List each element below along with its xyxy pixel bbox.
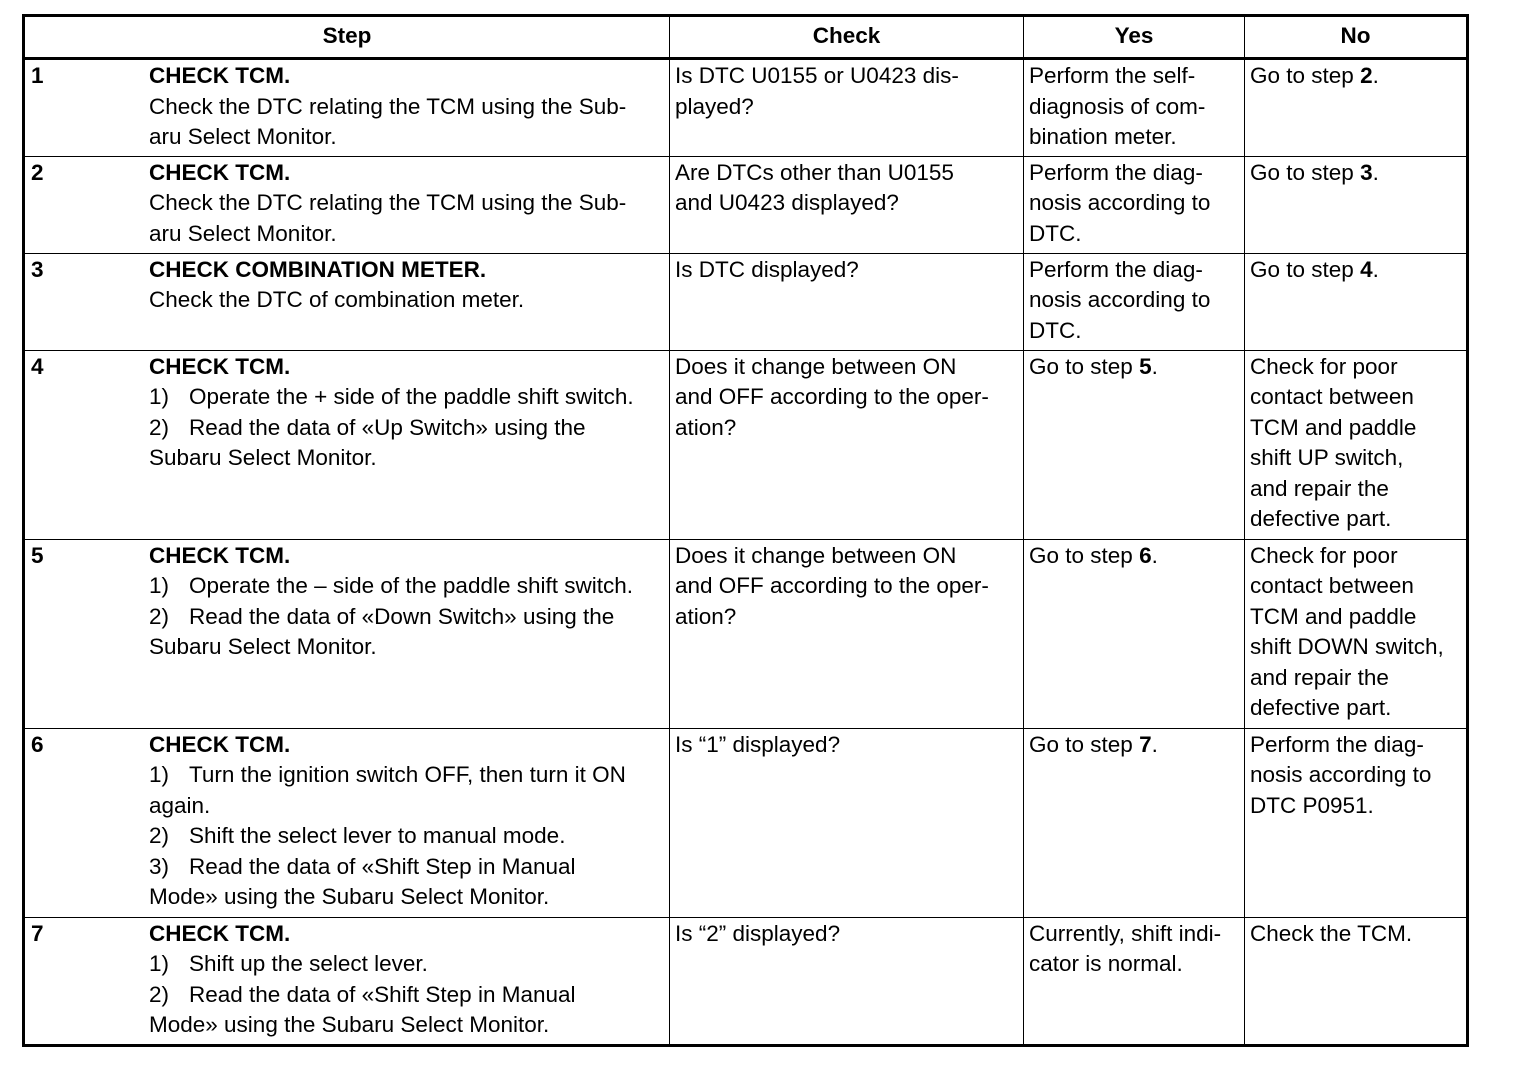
check-text-line: and OFF according to the oper-	[675, 384, 989, 409]
step-instruction-line	[149, 882, 665, 913]
table-row	[24, 539, 1468, 728]
instruction-number: 3)	[149, 853, 170, 879]
no-cell	[1245, 917, 1468, 1045]
step-title: CHECK TCM.	[149, 159, 291, 185]
instruction-text: Subaru Select Monitor.	[149, 634, 377, 659]
step-number: 1	[31, 63, 44, 88]
instruction-text: Subaru Select Monitor.	[149, 445, 377, 470]
check-text-line: Is “1” displayed?	[675, 731, 841, 757]
step-number: 3	[31, 256, 44, 282]
goto-text: Go to step	[1250, 256, 1361, 282]
instruction-number: 1)	[149, 384, 170, 409]
step-cell	[24, 156, 670, 253]
goto-step-number: 7	[1139, 731, 1152, 757]
instruction-text: Mode» using the Subaru Select Monitor.	[149, 1012, 550, 1037]
check-text-line: Does it change between ON	[675, 353, 957, 379]
step-number: 5	[31, 542, 44, 568]
no-cell-line: contact between	[1250, 384, 1414, 409]
no-cell-line: shift DOWN switch,	[1250, 634, 1444, 659]
table-row	[24, 728, 1468, 917]
yes-cell-line: Perform the diag-	[1029, 159, 1203, 185]
step-number: 2	[31, 159, 44, 185]
goto-step-number: 6	[1139, 542, 1152, 568]
step-cell	[24, 917, 670, 1045]
step-body	[149, 541, 665, 663]
instruction-number: 2)	[149, 414, 170, 440]
step-instruction-line	[149, 949, 665, 980]
step-title: CHECK TCM.	[149, 731, 291, 757]
instruction-text: again.	[149, 792, 211, 818]
no-cell-line: TCM and paddle	[1250, 414, 1417, 440]
table-row	[24, 253, 1468, 350]
check-text-line: Is DTC displayed?	[675, 256, 859, 282]
no-cell-line: Check for poor	[1250, 353, 1398, 379]
yes-cell-line: nosis according to	[1029, 287, 1211, 312]
check-text-line: ation?	[675, 603, 737, 629]
instruction-number: 2)	[149, 981, 170, 1007]
instruction-text: aru Select Monitor.	[149, 124, 337, 149]
goto-period: .	[1372, 159, 1379, 185]
header-yes: Yes	[1024, 16, 1245, 59]
step-cell	[24, 59, 670, 157]
step-title: CHECK TCM.	[149, 920, 291, 946]
table-row	[24, 917, 1468, 1045]
yes-cell-line: DTC.	[1029, 220, 1082, 246]
step-number: 7	[31, 920, 44, 946]
step-number: 6	[31, 731, 44, 757]
instruction-text: Operate the – side of the paddle shift switch.	[189, 573, 634, 598]
check-cell	[670, 253, 1024, 350]
step-title: CHECK TCM.	[149, 542, 291, 568]
no-cell-line: defective part.	[1250, 506, 1392, 531]
step-body	[149, 352, 665, 474]
goto-period: .	[1372, 63, 1379, 88]
goto-period: .	[1151, 542, 1158, 568]
no-cell	[1245, 253, 1468, 350]
step-instruction-line	[149, 92, 665, 123]
step-title: CHECK TCM.	[149, 63, 291, 88]
step-instruction-line	[149, 219, 665, 250]
check-cell	[670, 350, 1024, 539]
no-cell	[1245, 59, 1468, 157]
no-cell-line: and repair the	[1250, 475, 1389, 501]
step-cell	[24, 728, 670, 917]
instruction-text: aru Select Monitor.	[149, 220, 337, 246]
no-cell-line: nosis according to	[1250, 762, 1432, 787]
goto-text: Go to step	[1029, 542, 1140, 568]
step-body	[149, 255, 665, 316]
no-cell-line: contact between	[1250, 573, 1414, 598]
instruction-text: Turn the ignition switch OFF, then turn it ON	[189, 762, 626, 787]
step-number: 4	[31, 353, 44, 379]
step-title: CHECK COMBINATION METER.	[149, 256, 487, 282]
step-cell	[24, 350, 670, 539]
instruction-text: Shift the select lever to manual mode.	[189, 823, 566, 848]
step-instruction-line	[149, 821, 665, 852]
yes-cell	[1024, 156, 1245, 253]
table-row	[24, 350, 1468, 539]
goto-text: Go to step	[1029, 731, 1140, 757]
instruction-number: 2)	[149, 603, 170, 629]
header-step: Step	[24, 16, 670, 59]
check-text-line: played?	[675, 93, 754, 119]
check-text-line: Is “2” displayed?	[675, 920, 841, 946]
yes-cell-line: nosis according to	[1029, 190, 1211, 215]
diagnostic-table	[22, 14, 1469, 1047]
yes-cell	[1024, 59, 1245, 157]
instruction-text: Read the data of «Down Switch» using the	[189, 603, 615, 629]
goto-period: .	[1151, 731, 1158, 757]
check-cell	[670, 917, 1024, 1045]
step-instruction-line	[149, 760, 665, 791]
no-cell-line: Check for poor	[1250, 542, 1398, 568]
step-instruction-line	[149, 571, 665, 602]
step-instruction-line	[149, 632, 665, 663]
yes-cell-line: cator is normal.	[1029, 951, 1183, 976]
goto-text: Go to step	[1250, 63, 1361, 88]
table-header-row	[24, 16, 1468, 59]
instruction-number: 2)	[149, 823, 170, 848]
header-no: No	[1245, 16, 1468, 59]
yes-cell-line: DTC.	[1029, 317, 1082, 343]
step-instruction-line	[149, 413, 665, 444]
step-body	[149, 730, 665, 913]
instruction-text: Check the DTC relating the TCM using the Sub-	[149, 93, 627, 119]
check-text-line: Is DTC U0155 or U0423 dis-	[675, 63, 959, 88]
step-instruction-line	[149, 791, 665, 822]
check-text-line: Does it change between ON	[675, 542, 957, 568]
yes-cell-line: Perform the diag-	[1029, 256, 1203, 282]
step-cell	[24, 253, 670, 350]
instruction-text: Read the data of «Up Switch» using the	[189, 414, 586, 440]
step-instruction-line	[149, 285, 665, 316]
yes-cell-line: bination meter.	[1029, 124, 1177, 149]
goto-text: Go to step	[1029, 353, 1140, 379]
check-text-line: ation?	[675, 414, 737, 440]
no-cell-line: Perform the diag-	[1250, 731, 1424, 757]
no-cell-line: TCM and paddle	[1250, 603, 1417, 629]
check-text-line: and U0423 displayed?	[675, 190, 899, 215]
no-cell-line: defective part.	[1250, 695, 1392, 720]
instruction-text: Check the DTC relating the TCM using the Sub-	[149, 190, 627, 215]
step-instruction-line	[149, 852, 665, 883]
instruction-text: Operate the + side of the paddle shift switch.	[189, 384, 634, 409]
check-cell	[670, 59, 1024, 157]
yes-cell	[1024, 728, 1245, 917]
check-cell	[670, 156, 1024, 253]
instruction-text: Read the data of «Shift Step in Manual	[189, 853, 576, 879]
yes-cell	[1024, 350, 1245, 539]
no-cell-line: shift UP switch,	[1250, 445, 1404, 470]
no-cell-line: Check the TCM.	[1250, 920, 1413, 946]
no-cell	[1245, 350, 1468, 539]
no-cell-line: DTC P0951.	[1250, 792, 1374, 818]
check-text-line: Are DTCs other than U0155	[675, 159, 954, 185]
yes-cell-line: Perform the self-	[1029, 63, 1196, 88]
instruction-number: 1)	[149, 951, 170, 976]
instruction-text: Mode» using the Subaru Select Monitor.	[149, 884, 550, 909]
yes-cell-line: Currently, shift indi-	[1029, 920, 1222, 946]
no-cell	[1245, 728, 1468, 917]
table-row	[24, 156, 1468, 253]
goto-period: .	[1151, 353, 1158, 379]
goto-period: .	[1372, 256, 1379, 282]
step-instruction-line	[149, 382, 665, 413]
step-instruction-line	[149, 602, 665, 633]
goto-step-number: 2	[1360, 63, 1373, 88]
step-instruction-line	[149, 122, 665, 153]
no-cell-line: and repair the	[1250, 664, 1389, 690]
table-row	[24, 59, 1468, 157]
goto-step-number: 3	[1360, 159, 1373, 185]
instruction-text: Read the data of «Shift Step in Manual	[189, 981, 576, 1007]
yes-cell	[1024, 917, 1245, 1045]
step-body	[149, 61, 665, 153]
check-text-line: and OFF according to the oper-	[675, 573, 989, 598]
yes-cell	[1024, 539, 1245, 728]
yes-cell-line: diagnosis of com-	[1029, 93, 1206, 119]
instruction-text: Check the DTC of combination meter.	[149, 287, 525, 312]
goto-step-number: 4	[1360, 256, 1373, 282]
instruction-number: 1)	[149, 573, 170, 598]
step-title: CHECK TCM.	[149, 353, 291, 379]
yes-cell	[1024, 253, 1245, 350]
check-cell	[670, 728, 1024, 917]
check-cell	[670, 539, 1024, 728]
step-body	[149, 158, 665, 250]
step-instruction-line	[149, 443, 665, 474]
goto-step-number: 5	[1139, 353, 1152, 379]
header-check: Check	[670, 16, 1024, 59]
step-body	[149, 919, 665, 1041]
no-cell	[1245, 156, 1468, 253]
instruction-number: 1)	[149, 762, 170, 787]
step-instruction-line	[149, 188, 665, 219]
step-instruction-line	[149, 1010, 665, 1041]
step-cell	[24, 539, 670, 728]
step-instruction-line	[149, 980, 665, 1011]
instruction-text: Shift up the select lever.	[189, 951, 428, 976]
goto-text: Go to step	[1250, 159, 1361, 185]
no-cell	[1245, 539, 1468, 728]
table-body	[24, 59, 1468, 1046]
